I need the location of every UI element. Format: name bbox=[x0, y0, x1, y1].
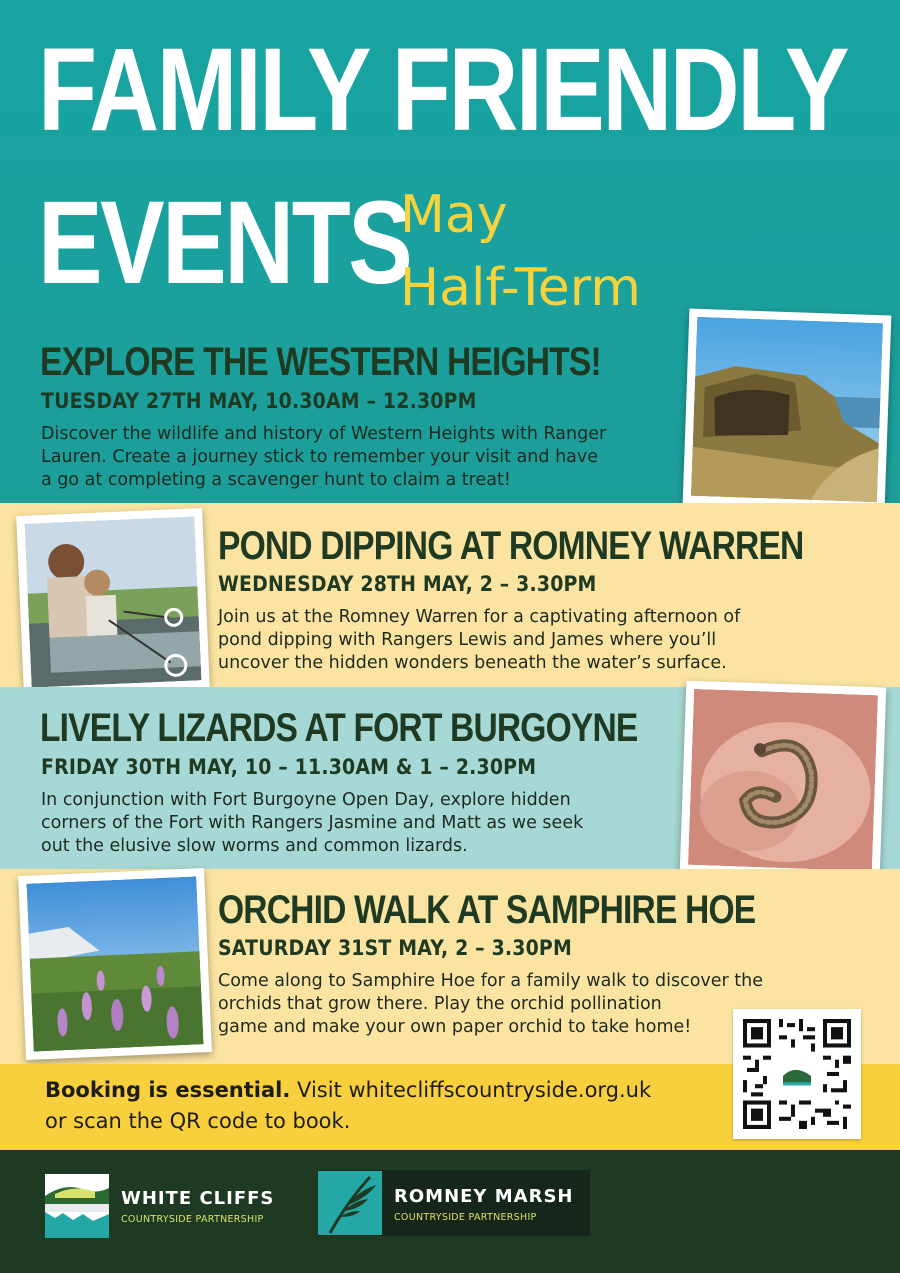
subtitle-half-term: Half-Term bbox=[400, 258, 641, 318]
desc-line: orchids that grow there. Play the orchid pollination bbox=[218, 994, 662, 1014]
romney-marsh-name: ROMNEY MARSH bbox=[394, 1186, 574, 1207]
desc-line: uncover the hidden wonders beneath the water’s surface. bbox=[218, 653, 727, 673]
desc-line: pond dipping with Rangers Lewis and James where you’ll bbox=[218, 630, 717, 650]
desc-line: game and make your own paper orchid to take home! bbox=[218, 1017, 692, 1037]
event-4-title: ORCHID WALK AT SAMPHIRE HOE bbox=[218, 888, 756, 932]
poster-title-line-2: EVENTS bbox=[38, 177, 411, 309]
desc-line: corners of the Fort with Rangers Jasmine and Matt as we seek bbox=[41, 813, 584, 833]
romney-marsh-reed-icon bbox=[318, 1171, 382, 1235]
desc-line: a go at completing a scavenger hunt to claim a treat! bbox=[41, 470, 511, 490]
desc-line: Join us at the Romney Warren for a captivating afternoon of bbox=[218, 607, 741, 627]
event-4-description bbox=[218, 970, 763, 1039]
orchid-photo bbox=[18, 868, 212, 1060]
booking-visit-link[interactable]: Visit whitecliffscountryside.org.uk bbox=[290, 1078, 652, 1102]
pond-dipping-photo bbox=[16, 508, 210, 696]
white-cliffs-name: WHITE CLIFFS bbox=[121, 1188, 275, 1209]
event-1-description bbox=[41, 423, 606, 492]
event-1-title: EXPLORE THE WESTERN HEIGHTS! bbox=[40, 340, 601, 384]
romney-marsh-subtitle: COUNTRYSIDE PARTNERSHIP bbox=[394, 1212, 537, 1223]
lizard-image bbox=[688, 689, 878, 871]
pond-dipping-image bbox=[25, 516, 202, 687]
desc-line: Discover the wildlife and history of Western Heights with Ranger bbox=[41, 424, 607, 444]
lizard-photo bbox=[680, 681, 887, 880]
qr-code-icon bbox=[743, 1019, 851, 1129]
event-2-description bbox=[218, 606, 740, 675]
desc-line: out the elusive slow worms and common lizards. bbox=[41, 836, 468, 856]
event-3-title: LIVELY LIZARDS AT FORT BURGOYNE bbox=[40, 706, 638, 750]
western-heights-photo bbox=[683, 309, 892, 511]
white-cliffs-subtitle: COUNTRYSIDE PARTNERSHIP bbox=[121, 1214, 264, 1225]
desc-line: Lauren. Create a journey stick to remember your visit and have bbox=[41, 447, 599, 467]
booking-scan-line: or scan the QR code to book. bbox=[45, 1109, 351, 1133]
white-cliffs-logo[interactable] bbox=[45, 1170, 295, 1236]
event-2-title: POND DIPPING AT ROMNEY WARREN bbox=[218, 524, 804, 568]
event-4-date: SATURDAY 31ST MAY, 2 – 3.30PM bbox=[218, 936, 572, 960]
orchid-image bbox=[26, 876, 203, 1051]
romney-marsh-logo[interactable] bbox=[318, 1170, 590, 1236]
desc-line: Come along to Samphire Hoe for a family walk to discover the bbox=[218, 971, 763, 991]
subtitle-may: May bbox=[400, 185, 508, 245]
event-3-description bbox=[41, 789, 583, 858]
white-cliffs-emblem-icon bbox=[45, 1174, 109, 1238]
event-1-date: TUESDAY 27TH MAY, 10.30AM – 12.30PM bbox=[41, 389, 477, 413]
qr-code[interactable] bbox=[733, 1009, 861, 1139]
western-heights-image bbox=[691, 317, 883, 502]
event-2-date: WEDNESDAY 28TH MAY, 2 – 3.30PM bbox=[218, 572, 597, 596]
desc-line: In conjunction with Fort Burgoyne Open Day, explore hidden bbox=[41, 790, 571, 810]
poster-title-line-1: FAMILY FRIENDLY bbox=[38, 24, 848, 156]
booking-text bbox=[45, 1075, 651, 1137]
event-3-date: FRIDAY 30TH MAY, 10 – 11.30AM & 1 – 2.30PM bbox=[41, 755, 537, 779]
booking-essential: Booking is essential. bbox=[45, 1078, 291, 1102]
